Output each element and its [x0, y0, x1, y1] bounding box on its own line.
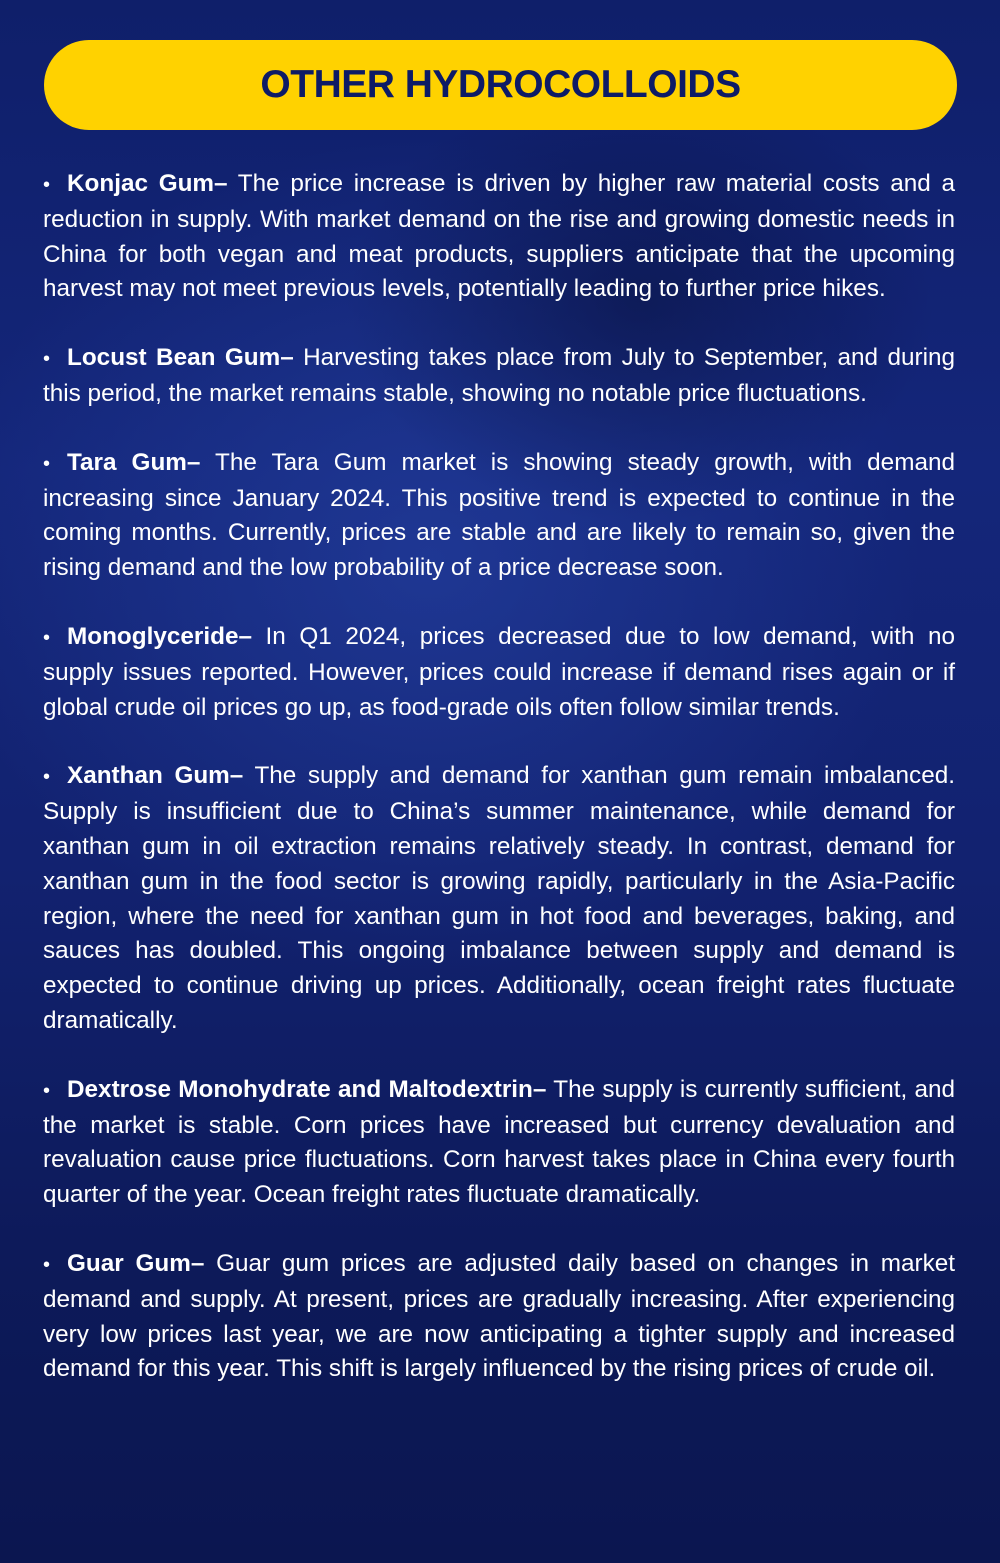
item-text: Guar gum prices are adjusted daily based on changes in market demand and supply. At present, prices are gradually increasing. After experiencing very low prices last year, we are now anticipating a tighter supply and increased demand for this year. This shift is largely influenced by the rising prices of crude oil. [43, 1249, 955, 1383]
bullet-icon: • [43, 1253, 51, 1276]
section-title-banner [44, 40, 957, 130]
item-text: Harvesting takes place from July to September, and during this period, the market remains stable, showing no notable price fluctuations. [43, 344, 955, 407]
item-text: The Tara Gum market is showing steady growth, with demand increasing since January 2024. This positive trend is expected to continue in the coming months. Currently, prices are stable and are likely to remain so, given the rising demand and the low probability of a price decrease soon. [43, 448, 955, 582]
item-term: Guar Gum– [67, 1249, 205, 1277]
section-title: OTHER HYDROCOLLOIDS [260, 63, 741, 106]
list-item-locust-bean-gum [43, 341, 955, 412]
item-text: In Q1 2024, prices decreased due to low demand, with no supply issues reported. However, prices could increase if demand rises again or if global crude oil prices go up, as food-grade oils often follow similar trends. [43, 622, 955, 721]
item-term: Dextrose Monohydrate and Maltodextrin– [67, 1075, 547, 1103]
item-term: Tara Gum– [67, 448, 201, 476]
bullet-icon: • [43, 452, 51, 475]
list-item-xanthan-gum [43, 759, 955, 1038]
bullet-icon: • [43, 348, 51, 371]
list-item-monoglyceride [43, 620, 955, 725]
item-term: Xanthan Gum– [67, 762, 244, 790]
list-item-guar-gum [43, 1247, 955, 1387]
bullet-icon: • [43, 626, 51, 649]
bullet-icon: • [43, 766, 51, 789]
item-term: Monoglyceride– [67, 622, 252, 650]
list-item-tara-gum [43, 446, 955, 586]
bullet-icon: • [43, 1079, 51, 1102]
item-text: The price increase is driven by higher raw material costs and a reduction in supply. With market demand on the rise and growing domestic needs in China for both vegan and meat products, suppliers anticipate that the upcoming harvest may not meet previous levels, potentially leading to further price hikes. [43, 170, 955, 303]
list-item-konjac-gum [43, 167, 955, 307]
item-term: Konjac Gum– [67, 170, 228, 197]
bullet-icon: • [43, 174, 51, 196]
item-text: The supply is currently sufficient, and the market is stable. Corn prices have increased but currency devaluation and revaluation cause price fluctuations. Corn harvest takes place in China every fourth quarter of the year. Ocean freight rates fluctuate dramatically. [43, 1075, 956, 1209]
item-text: The supply and demand for xanthan gum remain imbalanced. Supply is insufficient due to China’s summer maintenance, while demand for xanthan gum in oil extraction remains relatively steady. In contrast, demand for xanthan gum in the food sector is growing rapidly, particularly in the Asia-Pacific region, where the need for xanthan gum in hot food and beverages, baking, and sauces has doubled. This ongoing imbalance between supply and demand is expected to continue driving up prices. Additionally, ocean freight rates fluctuate dramatically. [43, 762, 955, 1034]
item-term: Locust Bean Gum– [67, 344, 294, 372]
hydrocolloid-list [43, 167, 955, 1421]
list-item-dextrose-maltodextrin [43, 1073, 955, 1213]
